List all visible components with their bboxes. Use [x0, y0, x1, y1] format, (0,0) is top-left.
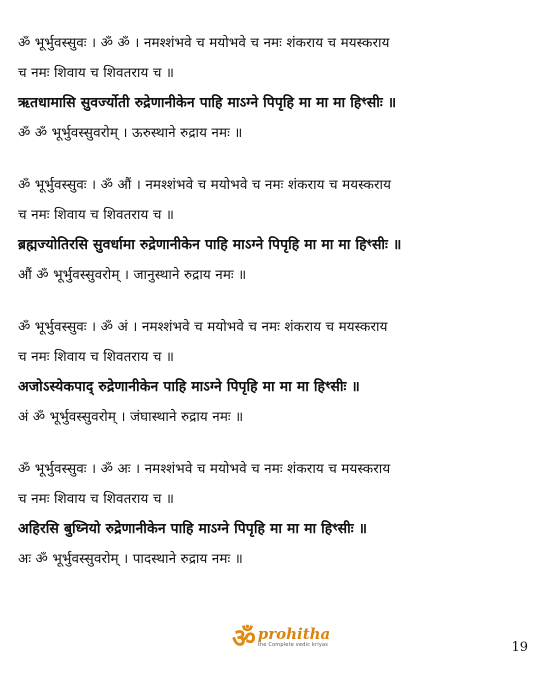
mantra-line: च नमः शिवाय च शिवतराय च ॥ [18, 65, 175, 81]
mantra-line: औं ॐ भूर्भुवस्सुवरोम् । जानुस्थाने रुद्राय नमः ॥ [18, 267, 247, 283]
mantra-line-bold: अहिरसि बुध्नियो रुद्रेणानीकेन पाहि माऽग्ने पिपृहि मा मा मा हिꣳसीः ॥ [18, 521, 368, 537]
mantra-section-3 [18, 312, 538, 432]
logo-tagline: the Complete vedic kriyas [257, 642, 329, 648]
mantra-line: अं ॐ भूर्भुवस्सुवरोम् । जंघास्थाने रुद्राय नमः ॥ [18, 409, 244, 425]
mantra-line: च नमः शिवाय च शिवतराय च ॥ [18, 207, 175, 223]
mantra-section-2 [18, 170, 538, 290]
logo-name: prohitha [257, 625, 331, 643]
mantra-line: ॐ ॐ भूर्भुवस्सुवरोम् । ऊरुस्थाने रुद्राय नमः ॥ [18, 125, 243, 141]
mantra-line: ॐ भूर्भुवस्सुवः । ॐ ॐ । नमश्शंभवे च मयोभवे च नमः शंकराय च मयस्कराय [18, 35, 390, 51]
mantra-line: च नमः शिवाय च शिवतराय च ॥ [18, 491, 175, 507]
mantra-line: ॐ भूर्भुवस्सुवः । ॐ औं । नमश्शंभवे च मयोभवे च नमः शंकराय च मयस्कराय [18, 177, 392, 193]
mantra-line: ॐ भूर्भुवस्सुवः । ॐ अं । नमश्शंभवे च मयोभवे च नमः शंकराय च मयस्कराय [18, 319, 388, 335]
mantra-section-1 [18, 28, 538, 148]
mantra-section-4 [18, 454, 538, 574]
mantra-line-bold: ब्रह्मज्योतिरसि सुवर्धामा रुद्रेणानीकेन पाहि माऽग्ने पिपृहि मा मा मा हिꣳसीः ॥ [18, 237, 402, 253]
mantra-content [18, 28, 538, 574]
mantra-line-bold: अजोऽस्येकपाद् रुद्रेणानीकेन पाहि माऽग्ने पिपृहि मा मा मा हिꣳसीः ॥ [18, 379, 360, 395]
page-number: 19 [511, 640, 528, 655]
page-footer [0, 620, 550, 670]
mantra-line: च नमः शिवाय च शिवतराय च ॥ [18, 349, 175, 365]
prohitha-logo [232, 626, 330, 652]
mantra-line: ॐ भूर्भुवस्सुवः । ॐ अः । नमश्शंभवे च मयोभवे च नमः शंकराय च मयस्कराय [18, 461, 391, 477]
om-logo-icon: ॐ [232, 624, 256, 654]
mantra-line: अः ॐ भूर्भुवस्सुवरोम् । पादस्थाने रुद्राय नमः ॥ [18, 551, 243, 567]
mantra-line-bold: ऋतधामासि सुवर्ज्योती रुद्रेणानीकेन पाहि माऽग्ने पिपृहि मा मा मा हिꣳसीः ॥ [18, 95, 397, 111]
logo-text [258, 626, 331, 648]
